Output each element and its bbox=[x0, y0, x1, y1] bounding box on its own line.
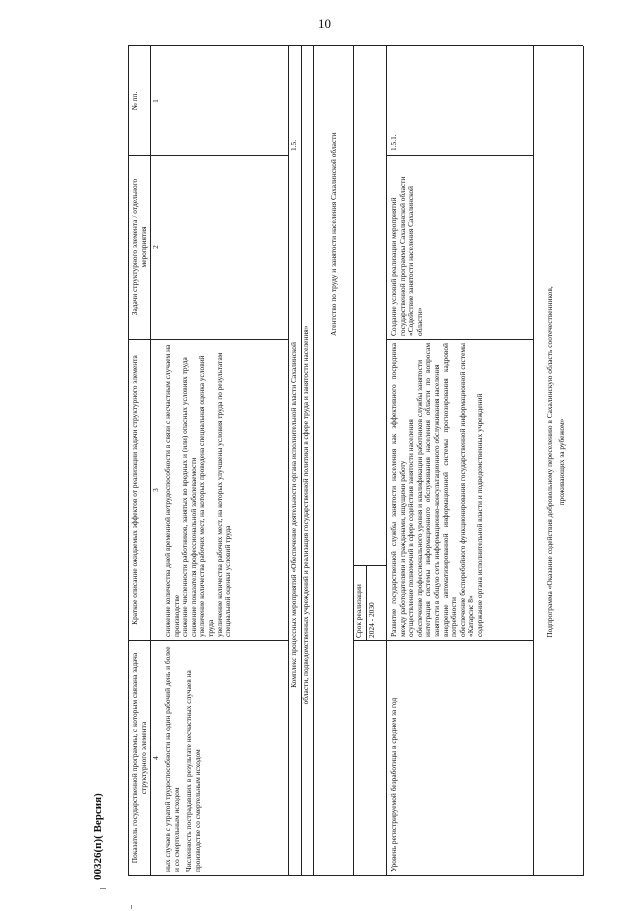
header-task: Задачи структурного элемента / отдельного мероприятия bbox=[130, 178, 148, 316]
footer bbox=[88, 704, 108, 884]
col-number-2: 2 bbox=[151, 245, 160, 249]
table-border-left bbox=[128, 875, 583, 876]
row-151-effect-item: обеспечение бесперебойного функционирования государственной информационной системы «Катарсис 8» bbox=[457, 343, 476, 637]
row-15-num: 1.5. bbox=[289, 139, 298, 151]
row-151-effect-item: обеспечение профессионального уровня и квалификации работников службы занятости bbox=[414, 359, 424, 637]
period-label: Срок реализации bbox=[354, 584, 363, 638]
table-line bbox=[150, 46, 151, 876]
table-line bbox=[128, 640, 288, 641]
row-15-title-line2: области, подведомственных учреждений и реализация государственной политики в сфере труда и занятости населения» bbox=[301, 325, 310, 705]
document-code: 00326(п)( Версия) bbox=[92, 793, 104, 880]
header-indicator: Показатель государственной программы, с которым связана задача структурного элемента bbox=[130, 652, 148, 864]
table-line bbox=[386, 640, 533, 641]
responsible-agency: Агентство по труду и занятости населения Сахалинской области bbox=[329, 132, 338, 336]
subprogram-line2: проживающих за рубежом» bbox=[557, 418, 566, 506]
table-line bbox=[128, 155, 288, 156]
row-15-title-line1: Комплекс процессных мероприятий «Обеспечение деятельности органа исполнительной власти Сахалинской bbox=[289, 342, 298, 688]
table-line bbox=[353, 565, 386, 566]
period-value: 2024 - 2030 bbox=[367, 602, 376, 638]
cont-effect-item: увеличение количества рабочих мест, на которых проведена специальная оценка условий труда bbox=[197, 355, 215, 637]
row-151-effect-item: Развитие государственной службы занятости населения как эффективного посредника между работодателями и гражданами, ищущими работу bbox=[389, 343, 407, 637]
table-border-right bbox=[128, 45, 583, 46]
table-line bbox=[533, 46, 534, 876]
cont-effect-item: снижение показателя профессиональной заболеваемости bbox=[188, 457, 198, 637]
header-effects: Краткое описание ожидаемых эффектов от реализации задачи структурного элемента bbox=[130, 355, 139, 625]
table-line bbox=[353, 640, 386, 641]
table-line bbox=[386, 339, 533, 340]
header-num: № пп. bbox=[130, 91, 139, 111]
row-151-effect-item: осуществление полномочий в сфере содействия занятости населения bbox=[406, 419, 416, 637]
cont-effects bbox=[164, 343, 286, 637]
table-border-top bbox=[128, 46, 129, 876]
row-151-num: 1.5.1. bbox=[389, 134, 398, 151]
cont-indicator-item: ных случаев с утратой трудоспособности на один рабочий день и более и со смертельным исходом bbox=[163, 646, 181, 872]
scan-mark bbox=[131, 905, 132, 909]
table-line bbox=[386, 46, 387, 876]
row-151-effect-item: содержание органа исполнительной власти и подведомственных учреждений bbox=[474, 393, 484, 637]
col-number-3: 3 bbox=[151, 488, 160, 492]
row-151-effect-item: внедрение автоматизированной информационной системы прогнозирования кадровой потребности bbox=[440, 343, 459, 637]
scan-mark bbox=[100, 888, 106, 889]
row-151-effect-item: интеграция системы информационного обслуживания населения области по вопросам занятости в общую сеть информационно-консультационного обслуживания населения bbox=[423, 343, 441, 637]
col-number-4: 4 bbox=[151, 756, 160, 760]
row-151-indicator: Уровень регистрируемой безработицы в среднем за год bbox=[389, 697, 398, 872]
cont-indicator-item: Численность пострадавших в результате несчастных случаев на производстве со смертельным исходом bbox=[184, 670, 202, 872]
page-number: 10 bbox=[318, 16, 331, 31]
subprogram-line1: Подпрограмма «Оказание содействия добровольному переселению в Сахалинскую область соотечественников, bbox=[545, 286, 554, 638]
row-151-effects bbox=[390, 343, 530, 637]
table-line bbox=[386, 155, 533, 156]
cont-effect-item: увеличение количества рабочих мест, на которых улучшены условия труда по результатам специальной оценки условий труда bbox=[214, 352, 233, 637]
table-line bbox=[353, 46, 354, 876]
table-border-bottom bbox=[583, 46, 584, 876]
col-number-1: 1 bbox=[151, 99, 160, 103]
table-line bbox=[313, 46, 314, 876]
cont-effect-item: снижение численности работников, занятых во вредных и (или) опасных условиях труда bbox=[180, 357, 190, 637]
table-line bbox=[128, 339, 288, 340]
program-table bbox=[128, 26, 638, 896]
row-151-task: Создание условий реализации мероприятий государственной программы Сахалинской области «Содействие занятости населения Сахалинской области» bbox=[389, 176, 424, 336]
cont-indicators bbox=[164, 644, 286, 872]
cont-effect-item: снижение количества дней временной нетрудоспособности в связи с несчастным случаем на производстве bbox=[163, 344, 181, 637]
